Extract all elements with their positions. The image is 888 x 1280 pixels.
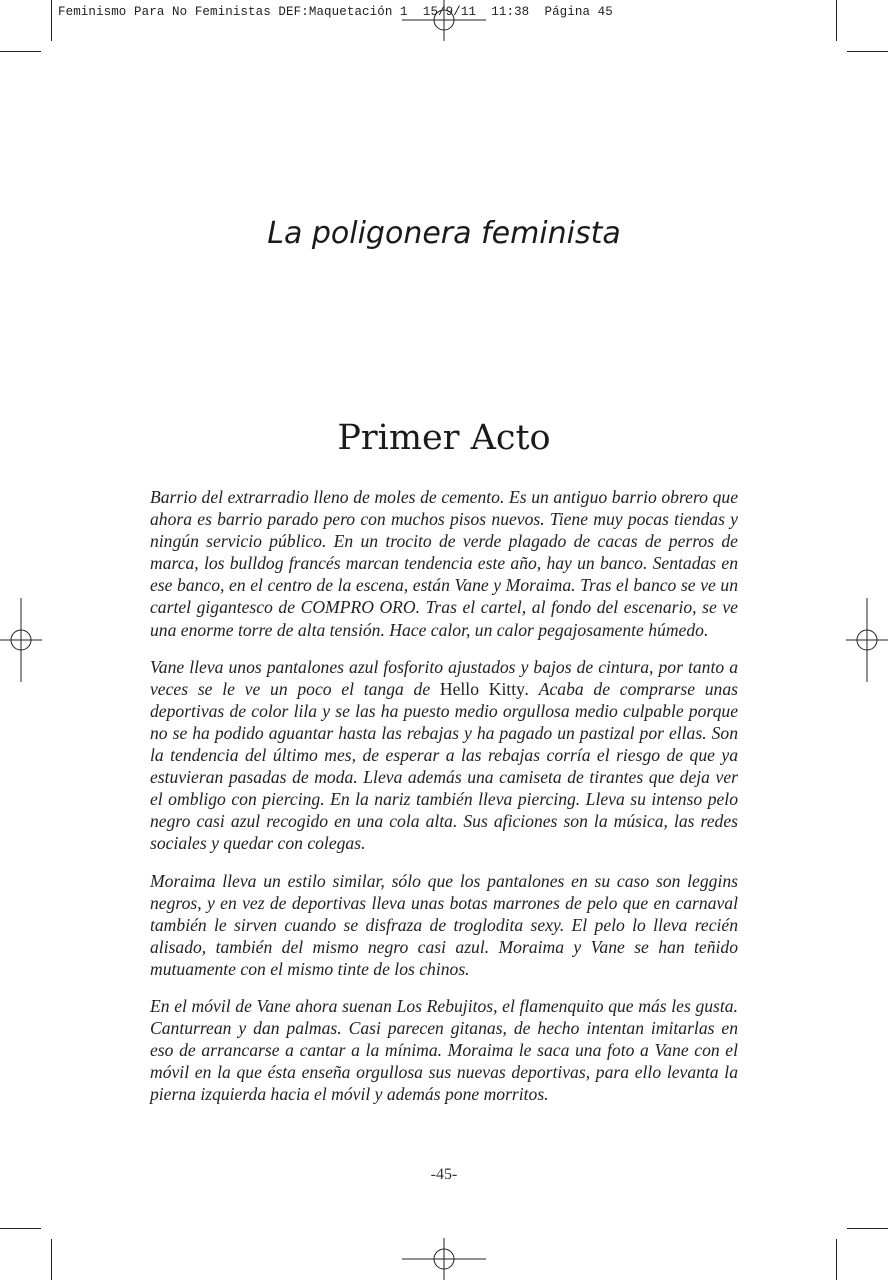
act-heading: Primer Acto xyxy=(337,418,551,458)
stage-directions xyxy=(150,486,738,1120)
play-subtitle: La poligonera feminista xyxy=(267,216,621,251)
brand-name-text: Hello Kitty xyxy=(439,678,525,699)
paragraph-vane-text-start: Vane lleva unos pantalones azul fosforito ajustados y bajos de cintura, por tanto a veces se le ve un poco el tanga de xyxy=(150,656,738,699)
paragraph-vane-description xyxy=(150,656,738,855)
print-slug-line: Feminismo Para No Feministas DEF:Maquetación 1 15/9/11 11:38 Página 45 xyxy=(58,5,613,19)
registration-mark-left xyxy=(0,598,42,682)
page-number: -45- xyxy=(430,1166,458,1183)
paragraph-scene-action: En el móvil de Vane ahora suenan Los Rebujitos, el flamenquito que más les gusta. Canturrean y dan palmas. Casi parecen gitanas, de hecho intentan imitarlas en eso de arrancarse a cantar a la mínima. Moraima le saca una foto a Vane con el móvil en la que ésta enseña orgullosa sus nuevas deportivas, para ello levanta la pierna izquierda hacia el móvil y además pone morritos. xyxy=(150,995,738,1105)
registration-mark-bottom xyxy=(402,1238,486,1280)
paragraph-moraima-description: Moraima lleva un estilo similar, sólo que los pantalones en su caso son leggins negros, y en vez de deportivas lleva unas botas marrones de pelo que en carnaval también le sirven cuando se disfraza de troglodita sexy. El pelo lo lleva recién alisado, también del mismo negro casi azul. Moraima y Vane se han teñido mutuamente con el mismo tinte de los chinos. xyxy=(150,870,738,979)
paragraph-setting: Barrio del extrarradio lleno de moles de cemento. Es un antiguo barrio obrero que ahora es barrio parado pero con muchos pisos nuevos. Tiene muy pocas tiendas y ningún servicio público. En un trocito de verde plagado de cacas de perros de marca, los bulldog francés marcan tendencia este año, hay un banco. Sentadas en ese banco, en el centro de la escena, están Vane y Moraima. Tras el banco se ve un cartel gigantesco de COMPRO ORO. Tras el cartel, al fondo del escenario, se ve una enorme torre de alta tensión. Hace calor, un calor pegajosamente húmedo. xyxy=(150,487,738,640)
paragraph-vane-text-end: . Acaba de comprarse unas deportivas de color lila y se las ha puesto medio orgullosa medio culpable porque no se ha podido aguantar hasta las rebajas y ha pagado un pastizal por ellas. Son la tendencia del último mes, de esperar a las rebajas corría el riesgo de que ya estuvieran pasadas de moda. Lleva además una camiseta de tirantes que deja ver el ombligo con piercing. En la nariz también lleva piercing. Lleva su intenso pelo negro casi azul recogido en una cola alta. Sus aficiones son la música, las redes sociales y quedar con colegas. xyxy=(150,678,738,854)
registration-mark-right xyxy=(846,598,888,682)
